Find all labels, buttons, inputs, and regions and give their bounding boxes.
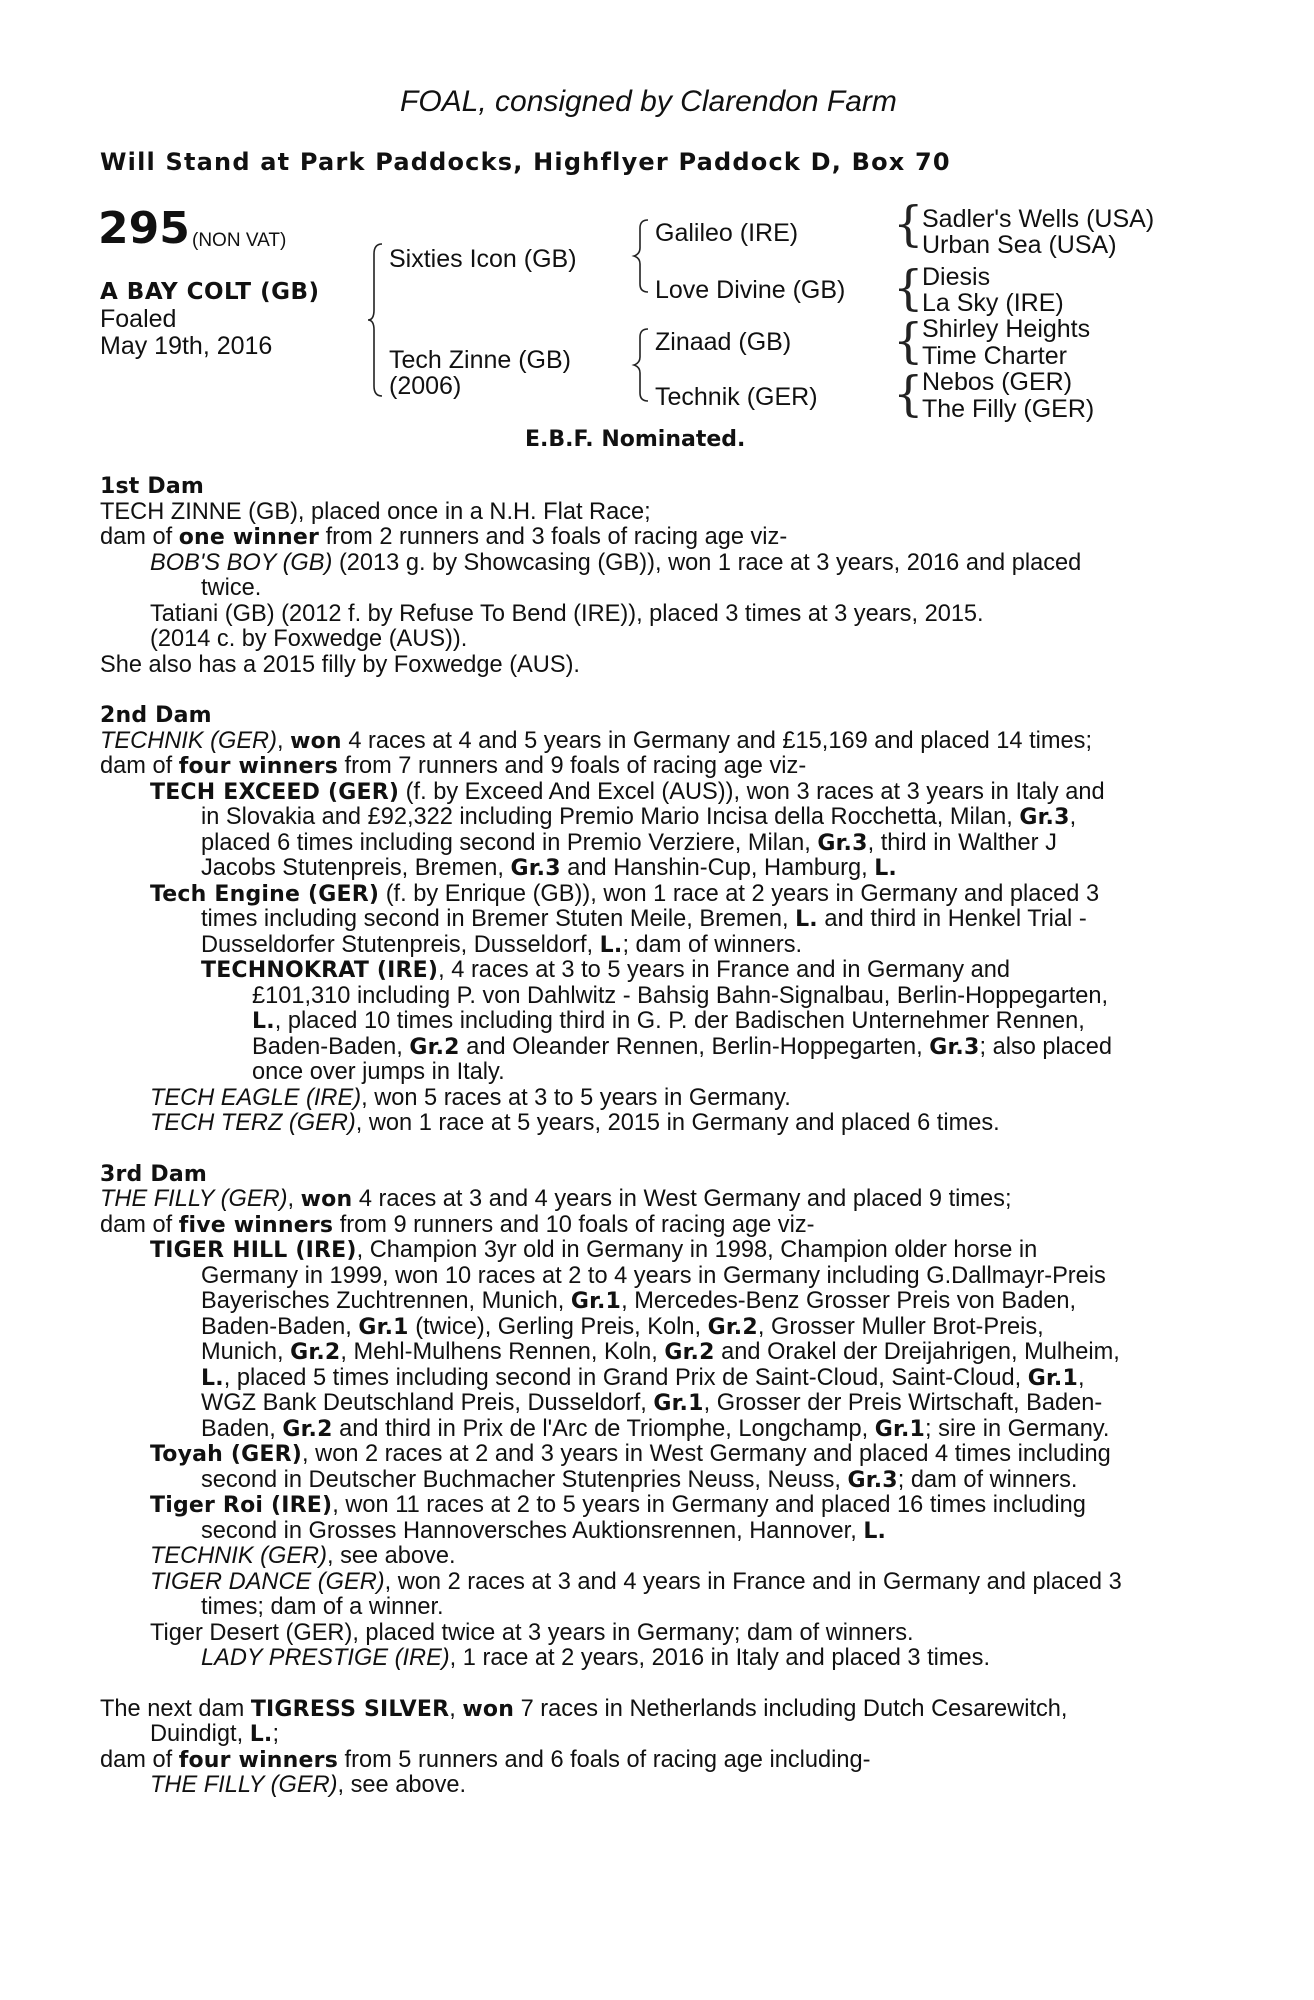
grandproduce-record: TECHNOKRAT (IRE), 4 races at 3 to 5 years in France and in Germany and xyxy=(201,957,1010,983)
page-title: FOAL, consigned by Clarendon Farm xyxy=(400,85,897,118)
produce-record: Tiger Roi (IRE), won 11 races at 2 to 5 years in Germany and placed 16 times including xyxy=(150,1492,1086,1518)
dam-dam-sire: Nebos (GER) xyxy=(922,368,1073,396)
dam: Tech Zinne (GB) xyxy=(389,346,572,374)
produce-record-cont: times; dam of a winner. xyxy=(201,1594,444,1620)
third-dam-produce-summary: dam of five winners from 9 runners and 10 foals of racing age viz- xyxy=(100,1211,815,1238)
ebf-nomination: E.B.F. Nominated. xyxy=(525,427,746,452)
foaled-label: Foaled xyxy=(100,305,177,333)
produce-record: TIGER DANCE (GER), won 2 races at 3 and 4 years in France and in Germany and placed 3 xyxy=(150,1568,1122,1595)
produce-record-cont: Baden-Baden, Gr.1 (twice), Gerling Preis, Koln, Gr.2, Grosser Muller Brot-Preis, xyxy=(201,1313,1044,1340)
third-dam-heading: 3rd Dam xyxy=(100,1161,207,1187)
grandproduce-record: LADY PRESTIGE (IRE), 1 race at 2 years, 2016 in Italy and placed 3 times. xyxy=(201,1645,991,1671)
grandproduce-record-cont: once over jumps in Italy. xyxy=(252,1059,505,1085)
produce-record: BOB'S BOY (GB) (2013 g. by Showcasing (GB)), won 1 race at 3 years, 2016 and placed xyxy=(150,549,1082,576)
sire: Sixties Icon (GB) xyxy=(389,245,577,273)
sire-dam-dam: La Sky (IRE) xyxy=(922,289,1064,317)
grandproduce-record-cont: £101,310 including P. von Dahlwitz - Bahsig Bahn-Signalbau, Berlin-Hoppegarten, xyxy=(252,982,1109,1009)
produce-record-cont: times including second in Bremer Stuten Meile, Bremen, L. and third in Henkel Trial - xyxy=(201,906,1087,932)
foaled-date: May 19th, 2016 xyxy=(100,332,273,360)
produce-record-cont: second in Deutscher Buchmacher Stutenpries Neuss, Neuss, Gr.3; dam of winners. xyxy=(201,1466,1078,1493)
second-dam-summary: TECHNIK (GER), won 4 races at 4 and 5 years in Germany and £15,169 and placed 14 times; xyxy=(100,727,1093,754)
grandproduce-record-cont: L., placed 10 times including third in G. P. der Badischen Unternehmer Rennen, xyxy=(252,1008,1085,1034)
produce-record-cont: second in Grosses Hannoversches Auktionsrennen, Hannover, L. xyxy=(201,1517,887,1544)
first-dam-heading: 1st Dam xyxy=(100,474,205,499)
second-dam-produce-summary: dam of four winners from 7 runners and 9 foals of racing age viz- xyxy=(100,753,807,779)
produce-record: Tiger Desert (GER), placed twice at 3 years in Germany; dam of winners. xyxy=(150,1619,914,1646)
produce-record-cont: placed 6 times including second in Premio Verziere, Milan, Gr.3, third in Walther J xyxy=(201,829,1057,856)
dam-sire: Zinaad (GB) xyxy=(655,328,792,356)
dam-sire-sire: Shirley Heights xyxy=(922,315,1091,343)
first-dam-summary: TECH ZINNE (GB), placed once in a N.H. Flat Race; xyxy=(100,498,651,525)
produce-record: TECH EAGLE (IRE), won 5 races at 3 to 5 years in Germany. xyxy=(150,1084,791,1111)
sire-sire-sire: Sadler's Wells (USA) xyxy=(922,205,1155,233)
produce-record: Tatiani (GB) (2012 f. by Refuse To Bend (IRE)), placed 3 times at 3 years, 2015. xyxy=(150,600,984,627)
first-dam-section xyxy=(100,474,1204,678)
grandproduce-record-cont: Baden-Baden, Gr.2 and Oleander Rennen, Berlin-Hoppegarten, Gr.3; also placed xyxy=(252,1033,1112,1060)
brace-2: { xyxy=(893,260,924,316)
produce-record: (2014 c. by Foxwedge (AUS)). xyxy=(150,626,468,652)
produce-record-cont: in Slovakia and £92,322 including Premio Mario Incisa della Rocchetta, Milan, Gr.3, xyxy=(201,804,1077,830)
next-dam-section xyxy=(100,1697,1204,1799)
sire-dam: Love Divine (GB) xyxy=(655,276,846,304)
brace-1: { xyxy=(893,196,924,252)
stand-location: Will Stand at Park Paddocks, Highflyer Paddock D, Box 70 xyxy=(100,148,951,176)
third-dam-section xyxy=(100,1162,1204,1672)
produce-record: TECH EXCEED (GER) (f. by Exceed And Excel (AUS)), won 3 races at 3 years in Italy and xyxy=(150,778,1105,805)
next-dam-produce-summary: dam of four winners from 5 runners and 6 foals of racing age including- xyxy=(100,1746,871,1773)
produce-record: Toyah (GER), won 2 races at 2 and 3 years in West Germany and placed 4 times including xyxy=(150,1441,1111,1467)
brace-3: { xyxy=(893,313,924,369)
lot-number: 295 xyxy=(98,203,190,254)
produce-record: THE FILLY (GER), see above. xyxy=(150,1772,467,1798)
produce-record-cont: Munich, Gr.2, Mehl-Mulhens Rennen, Koln, Gr.2 and Orakel der Dreijahrigen, Mulheim, xyxy=(201,1339,1120,1365)
produce-record: TIGER HILL (IRE), Champion 3yr old in Germany in 1998, Champion older horse in xyxy=(150,1237,1038,1263)
second-dam-section xyxy=(100,703,1204,1137)
dam-year: (2006) xyxy=(389,372,462,400)
next-dam-summary-cont: Duindigt, L.; xyxy=(150,1721,280,1747)
brace-4: { xyxy=(893,366,924,422)
produce-record-cont: L., placed 5 times including second in Grand Prix de Saint-Cloud, Saint-Cloud, Gr.1, xyxy=(201,1364,1085,1391)
dam-parents-bracket xyxy=(630,325,654,405)
third-dam-summary: THE FILLY (GER), won 4 races at 3 and 4 years in West Germany and placed 9 times; xyxy=(100,1186,1012,1212)
next-dam-summary: The next dam TIGRESS SILVER, won 7 races in Netherlands including Dutch Cesarewitch, xyxy=(100,1695,1068,1722)
produce-record-cont: Germany in 1999, won 10 races at 2 to 4 years in Germany including G.Dallmayr-Preis xyxy=(201,1262,1106,1289)
produce-record-cont: Baden, Gr.2 and third in Prix de l'Arc de Triomphe, Longchamp, Gr.1; sire in Germany. xyxy=(201,1415,1110,1442)
produce-record-cont: WGZ Bank Deutschland Preis, Dusseldorf, Gr.1, Grosser der Preis Wirtschaft, Baden- xyxy=(201,1390,1103,1416)
lot-description: A BAY COLT (GB) xyxy=(100,279,320,305)
produce-record: TECH TERZ (GER), won 1 race at 5 years, 2015 in Germany and placed 6 times. xyxy=(150,1110,1000,1136)
catalogue-body xyxy=(100,474,1204,1799)
second-dam-heading: 2nd Dam xyxy=(100,703,212,728)
vat-status: (NON VAT) xyxy=(192,230,287,251)
sire-parents-bracket xyxy=(630,216,654,296)
sire-sire-dam: Urban Sea (USA) xyxy=(922,231,1117,259)
produce-record: Tech Engine (GER) (f. by Enrique (GB)), won 1 race at 2 years in Germany and placed 3 xyxy=(150,880,1100,907)
sire-dam-sire: Diesis xyxy=(922,263,991,291)
produce-record: TECHNIK (GER), see above. xyxy=(150,1543,456,1569)
first-dam-note: She also has a 2015 filly by Foxwedge (AUS). xyxy=(100,651,580,678)
sire-dam-bracket xyxy=(366,240,390,400)
produce-record-cont: Jacobs Stutenpreis, Bremen, Gr.3 and Hanshin-Cup, Hamburg, L. xyxy=(201,855,897,881)
produce-record-cont: Dusseldorfer Stutenpreis, Dusseldorf, L.; dam of winners. xyxy=(201,931,803,958)
dam-dam: Technik (GER) xyxy=(655,383,818,411)
dam-sire-dam: Time Charter xyxy=(922,342,1067,370)
first-dam-produce-summary: dam of one winner from 2 runners and 3 foals of racing age viz- xyxy=(100,524,788,550)
dam-dam-dam: The Filly (GER) xyxy=(922,395,1095,423)
produce-record-cont: twice. xyxy=(201,575,262,601)
produce-record-cont: Bayerisches Zuchtrennen, Munich, Gr.1, Mercedes-Benz Grosser Preis von Baden, xyxy=(201,1288,1077,1314)
sire-sire: Galileo (IRE) xyxy=(655,219,799,247)
